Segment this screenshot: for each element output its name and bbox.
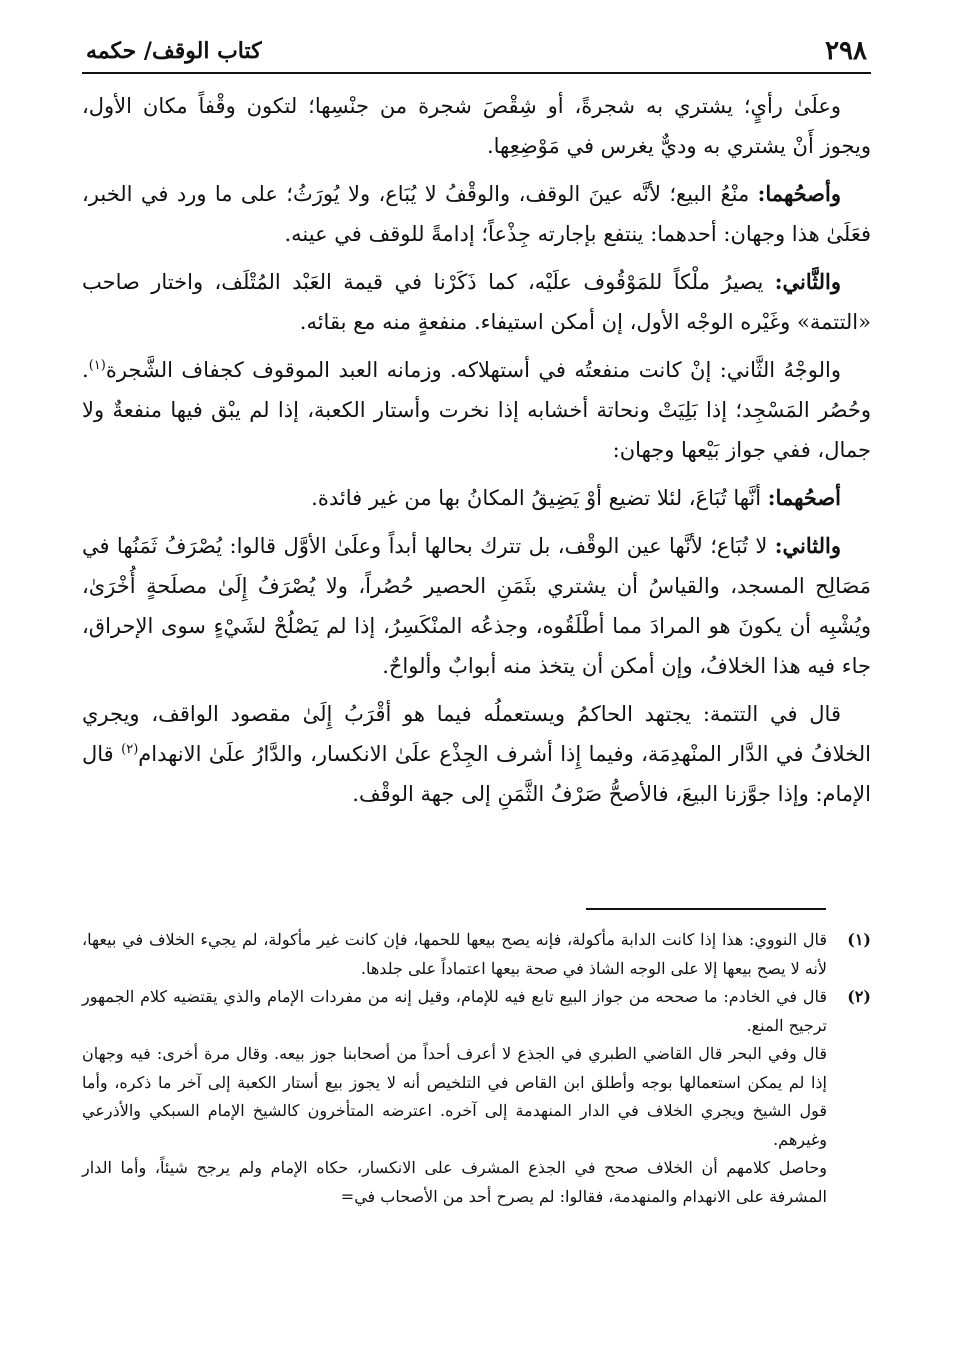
footnote-separator — [586, 908, 826, 910]
paragraph-text: يصيرُ ملْكاً للمَوْقُوف علَيْه، كما ذَكَرْنا في قيمة العَبْد المُتْلَف، واختار صاحب «التتمة» وغَيْره الوجْه الأول، إن أمكن استيفاء. منفعةٍ منه مع بقائه. — [82, 270, 871, 334]
footnote — [82, 926, 871, 983]
paragraph-text: وعلَىٰ رأيٍ؛ يشتري به شجرةً، أو شِقْصَ شجرة من جنْسِها؛ لتكون وقْفاً مكان الأول، ويجوز أَنْ يشتري به وديٌّ يغرس في مَوْضِعِها. — [82, 94, 871, 158]
paragraph-lead: والثَّاني: — [774, 269, 841, 294]
footnote — [82, 983, 871, 1040]
main-text — [82, 86, 871, 822]
footnote-text: قال في الخادم: ما صححه من جواز البيع تابع فيه للإمام، وقيل إنه من مفردات الإمام والذي يقتضيه كلام الجمهور ترجيح المنع. — [82, 987, 828, 1035]
paragraph — [82, 262, 871, 342]
paragraph-text: والوجْهُ الثَّاني: إنْ كانت منفعتُه في أستهلاكه. وزمانه العبد الموقوف كجفاف الشَّجرة — [105, 358, 841, 382]
paragraph-text: لا تُبَاع؛ لأنَّها عين الوقْف، بل تترك بحالها أبداً وعلَىٰ الأوَّل قالوا: يُصْرَفُ ثَمَنُها في مَصَالِح المسجد، والقياسُ أن يشتري بثَمَنِ الحصير حُصُراً، ولا يُصْرَفُ إِلَىٰ مصلَحةٍ أُخْرَىٰ، ويُشْبِه أن يكونَ هو المرادَ مما أطْلَقُوه، وجذعُه المنْكَسِرُ، إذا لم يَصْلُحْ لشَيْءٍ سوى الإحراق، جاء فيه هذا الخلافُ، وإن أمكن أن يتخذ منه أبوابٌ وألواحٌ. — [82, 534, 871, 678]
paragraph — [82, 526, 871, 686]
paragraph-text-cont: . وحُصُر المَسْجِد؛ إذا بَلِيَتْ ونحاتة أخشابه إذا نخرت وأستار الكعبة، إذا لم يبْق فيها منفعةٌ ولا جمال، ففي جواز بَيْعها وجهان: — [82, 358, 871, 462]
page-number: ٢٩٨ — [825, 36, 867, 66]
footnote-ref: (٢) — [121, 742, 139, 757]
footnotes — [82, 926, 871, 1211]
page-header — [82, 36, 871, 74]
paragraph-lead: والثاني: — [774, 533, 841, 558]
paragraph-text: قال في التتمة: يجتهد الحاكمُ ويستعملُه فيما هو أقْرَبُ إِلَىٰ مقصود الواقف، ويجري الخلافُ في الدَّار المنْهدِمَة، وفيما إِذا أشرف الجِذْع علَىٰ الانكسار، والدَّارُ علَىٰ الانهدام — [82, 702, 871, 766]
paragraph — [82, 174, 871, 254]
running-title: كتاب الوقف/ حكمه — [86, 38, 262, 64]
paragraph-text: منْعُ البيع؛ لأنَّه عينَ الوقف، والوقْفُ لا يُبَاع، ولا يُورَثُ؛ على ما ورد في الخبر، فعَلَىٰ هذا وجهان: أحدهما: ينتفع بإجارته جِذْعاً؛ إدامةً للوقف في عينه. — [82, 182, 871, 246]
footnote-ref: (١) — [88, 358, 106, 373]
paragraph — [82, 350, 871, 470]
paragraph-text: أنَّها تُبَاعَ، لئلا تضيع أوْ يَضِيقُ المكانُ بها من غير فائدة. — [311, 486, 768, 510]
footnote-number: (١) — [847, 930, 871, 949]
paragraph-lead: وأصحُهما: — [757, 181, 841, 206]
paragraph — [82, 478, 871, 518]
paragraph — [82, 694, 871, 814]
footnote-number: (٢) — [847, 987, 871, 1006]
paragraph-lead: أصحُهما: — [767, 485, 841, 510]
footnote-continuation: وحاصل كلامهم أن الخلاف صحح في الجذع المشرف على الانكسار، حكاه الإمام ولم يرجح شيئاً، وأما الدار المشرفة على الانهدام والمنهدمة، فقالوا: لم يصرح أحد من الأصحاب في= — [82, 1158, 827, 1206]
footnote-continuation: قال وفي البحر قال القاضي الطبري في الجذع لا أعرف أحداً من أصحابنا جوز بيعه. وقال مرة أخرى: فيه وجهان إذا لم يمكن استعمالها بوجه وأطلق ابن القاص في التلخيص أنه لا يجوز بيع أستار الكعبة إلى آخر ما ذكره، وأما قول الشيخ ويجري الخلاف في الدار المنهدمة إلى آخره. اعترضه المتأخرون كالشيخ الإمام السبكي والأذرعي وغيرهم. — [82, 1044, 827, 1149]
paragraph — [82, 86, 871, 166]
paragraph-text-cont: قال الإمام: وإذا جوَّزنا البيعَ، فالأصحُّ صَرْفُ الثَّمَنِ إلى جهة الوقْف. — [82, 742, 871, 806]
footnote-text: قال النووي: هذا إذا كانت الدابة مأكولة، فإنه يصح بيعها للحمها، فإن كانت غير مأكولة، لم يجيء الخلاف في بيعها، لأنه لا يصح بيعها إلا على الوجه الشاذ في صحة بيعها اعتماداً على جلدها. — [82, 930, 827, 978]
